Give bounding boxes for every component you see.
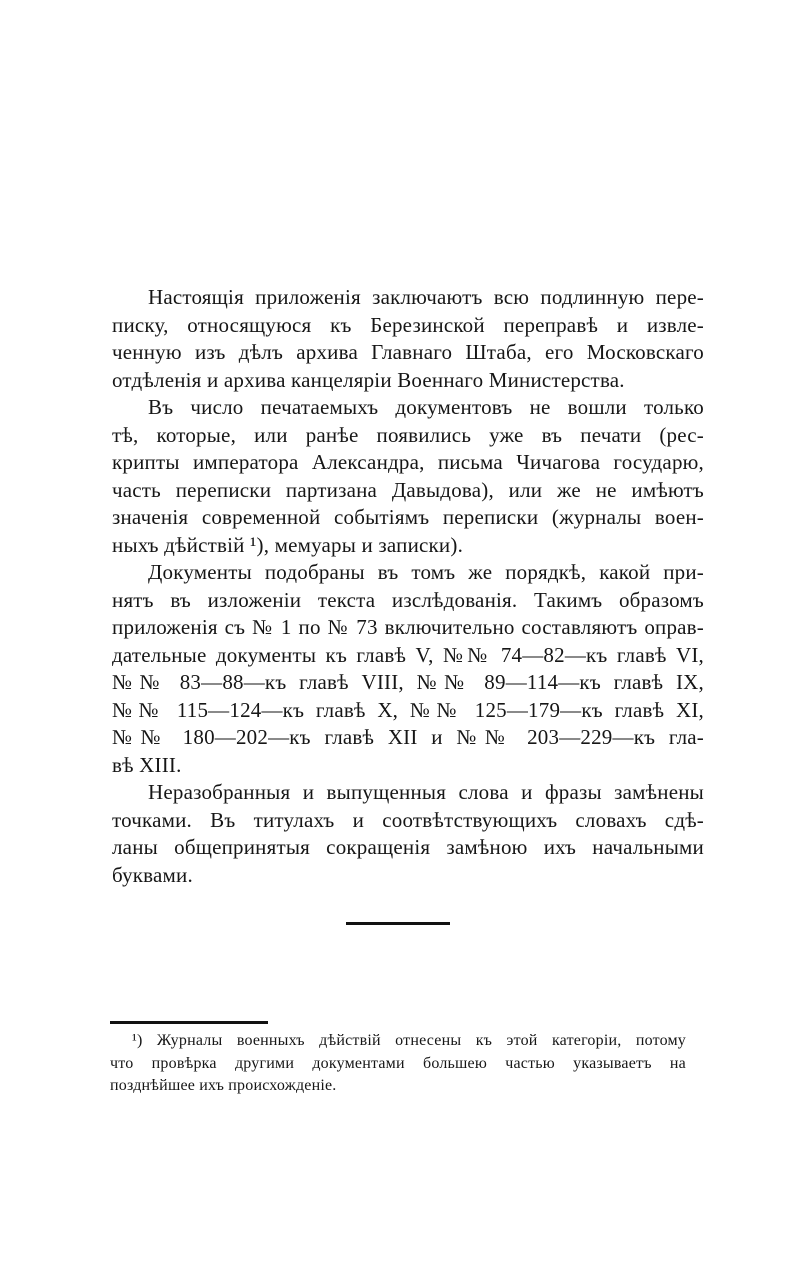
section-divider-rule: [346, 922, 450, 925]
footnote-separator-rule: [110, 1021, 268, 1024]
text-line: тѣ, которые, или ранѣе появились уже въ печати (рес-: [112, 422, 704, 447]
footnote-line: позднѣйшее ихъ происхожденіе.: [110, 1077, 337, 1094]
paragraph-4: [112, 779, 704, 889]
text-line: ланы общепринятыя сокращенія замѣною ихъ начальными: [112, 835, 704, 859]
footnote: [110, 1030, 686, 1098]
text-line: приложенія съ № 1 по № 73 включительно составляютъ оправ-: [112, 615, 704, 639]
text-line: ченную изъ дѣлъ архива Главнаго Штаба, его Московскаго: [112, 340, 704, 364]
text-line: Неразобранныя и выпущенныя слова и фразы замѣнены: [148, 780, 704, 804]
text-line: значенія современной событіямъ переписки (журналы воен-: [112, 505, 704, 529]
text-line: крипты императора Александра, письма Чичагова государю,: [112, 450, 704, 474]
text-line: ныхъ дѣйствій ¹), мемуары и записки).: [112, 532, 464, 557]
text-line: №№ 115—124—къ главѣ X, №№ 125—179—къ главѣ XI,: [112, 697, 704, 722]
text-line: №№ 83—88—къ главѣ VIII, №№ 89—114—къ главѣ IX,: [112, 670, 704, 694]
footnote-line: ¹) Журналы военныхъ дѣйствій отнесены къ этой категоріи, потому: [132, 1032, 686, 1049]
paragraph-1: [112, 284, 704, 394]
text-line: отдѣленія и архива канцеляріи Военнаго Министерства.: [112, 367, 625, 392]
text-line: буквами.: [112, 862, 193, 887]
text-line: Документы подобраны въ томъ же порядкѣ, какой при-: [148, 560, 704, 584]
text-line: часть переписки партизана Давыдова), или же не имѣютъ: [112, 477, 704, 502]
paragraph-2: [112, 394, 704, 559]
text-line: нятъ въ изложеніи текста изслѣдованія. Такимъ образомъ: [112, 587, 704, 612]
text-line: писку, относящуюся къ Березинской переправѣ и извле-: [112, 312, 704, 337]
paragraph-3: [112, 559, 704, 779]
text-line: №№ 180—202—къ главѣ XII и №№ 203—229—къ гла-: [112, 725, 704, 749]
text-line: дательные документы къ главѣ V, №№ 74—82—къ главѣ VI,: [112, 642, 704, 667]
text-line: Въ число печатаемыхъ документовъ не вошли только: [148, 395, 704, 419]
text-line: вѣ XIII.: [112, 752, 182, 777]
text-line: Настоящія приложенія заключаютъ всю подлинную пере-: [148, 285, 704, 309]
main-text: [112, 284, 704, 889]
text-line: точками. Въ титулахъ и соотвѣтствующихъ словахъ сдѣ-: [112, 807, 704, 832]
footnote-line: что провѣрка другими документами большею частью указываетъ на: [110, 1054, 686, 1072]
